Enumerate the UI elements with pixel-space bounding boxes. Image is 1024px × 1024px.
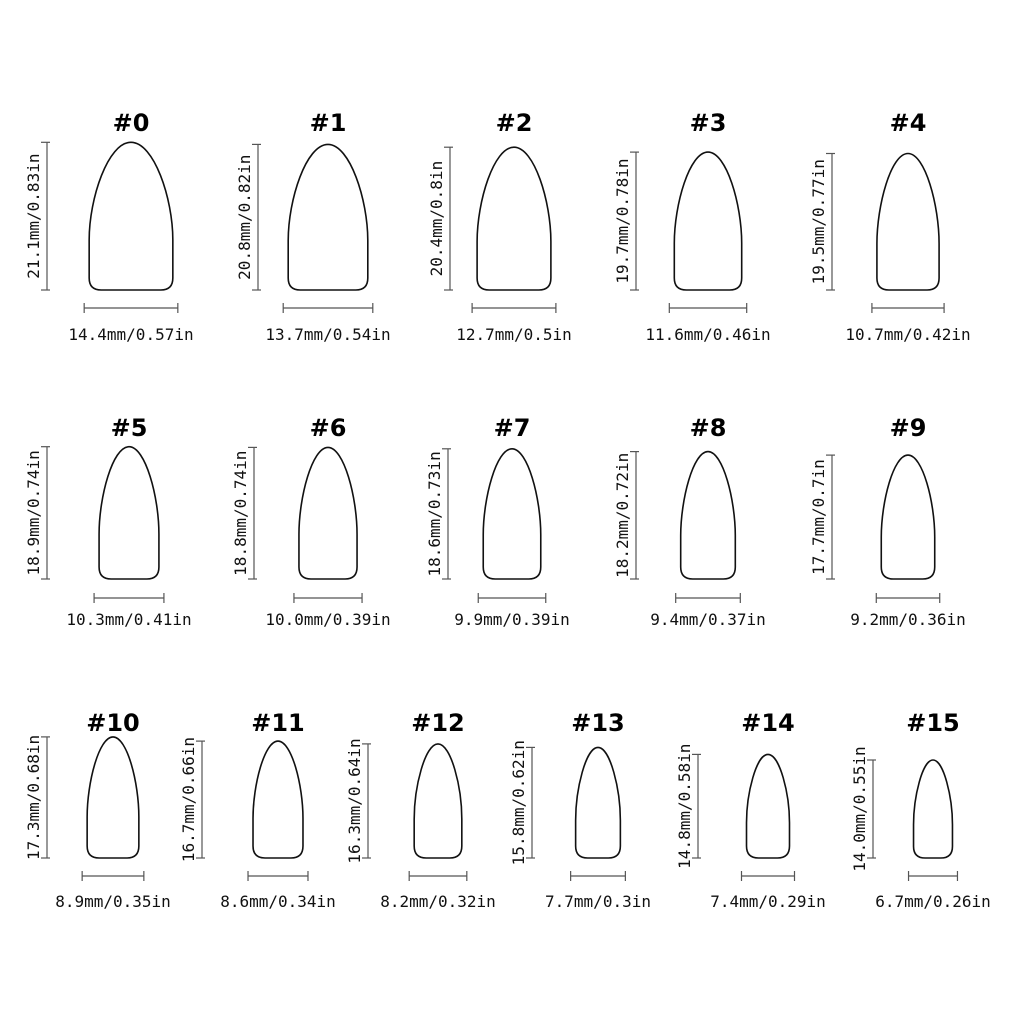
width-measurement: 10.0mm/0.39in (265, 610, 391, 629)
width-measurement: 11.6mm/0.46in (645, 325, 771, 344)
height-measurement: 14.8mm/0.58in (675, 743, 694, 869)
size-label: #8 (689, 414, 727, 442)
nail-outline (881, 455, 934, 579)
width-measurement: 7.4mm/0.29in (710, 892, 826, 911)
height-measurement: 17.7mm/0.7in (809, 459, 828, 575)
width-measurement: 12.7mm/0.5in (456, 325, 572, 344)
height-measurement: 18.9mm/0.74in (24, 450, 43, 576)
nail-size-0 (24, 109, 194, 344)
width-measurement: 8.2mm/0.32in (380, 892, 496, 911)
nail-size-2 (427, 109, 572, 344)
height-measurement: 18.2mm/0.72in (613, 452, 632, 578)
nail-size-5 (24, 414, 192, 629)
height-measurement: 20.8mm/0.82in (235, 154, 254, 280)
nail-size-1 (235, 109, 391, 344)
nail-outline (253, 741, 303, 858)
nail-outline (914, 760, 953, 858)
size-label: #1 (309, 109, 347, 137)
width-measurement: 9.2mm/0.36in (850, 610, 966, 629)
nail-outline (877, 154, 939, 291)
nail-size-13 (509, 709, 651, 911)
width-measurement: 14.4mm/0.57in (68, 325, 194, 344)
nail-size-4 (809, 109, 971, 344)
nail-size-7 (425, 414, 570, 629)
width-measurement: 8.6mm/0.34in (220, 892, 336, 911)
nail-size-10 (24, 709, 171, 911)
height-measurement: 14.0mm/0.55in (850, 746, 869, 872)
size-label: #2 (495, 109, 533, 137)
nail-size-14 (675, 709, 826, 911)
nail-outline (299, 447, 357, 579)
size-label: #11 (251, 709, 305, 737)
nail-size-9 (809, 414, 966, 629)
nail-outline (89, 142, 173, 290)
nail-size-8 (613, 414, 766, 629)
nail-outline (99, 447, 159, 579)
height-measurement: 16.7mm/0.66in (179, 736, 198, 863)
size-label: #9 (889, 414, 927, 442)
size-label: #13 (571, 709, 625, 737)
nail-outline (414, 744, 462, 858)
nail-outline (87, 737, 139, 858)
nail-outline (483, 449, 541, 579)
height-measurement: 18.8mm/0.74in (231, 450, 250, 576)
nail-size-3 (613, 109, 771, 344)
size-label: #10 (86, 709, 140, 737)
size-label: #0 (112, 109, 150, 137)
size-label: #4 (889, 109, 927, 137)
height-measurement: 21.1mm/0.83in (24, 153, 43, 279)
size-label: #7 (493, 414, 531, 442)
width-measurement: 10.3mm/0.41in (66, 610, 192, 629)
nail-size-11 (179, 709, 336, 911)
size-label: #14 (741, 709, 795, 737)
size-label: #12 (411, 709, 465, 737)
nail-size-6 (231, 414, 391, 629)
height-measurement: 16.3mm/0.64in (345, 738, 364, 864)
size-label: #6 (309, 414, 347, 442)
nail-outline (288, 144, 368, 290)
nail-outline (674, 152, 741, 290)
height-measurement: 18.6mm/0.73in (425, 451, 444, 577)
width-measurement: 13.7mm/0.54in (265, 325, 391, 344)
height-measurement: 17.3mm/0.68in (24, 734, 43, 861)
height-measurement: 19.5mm/0.77in (809, 159, 828, 285)
width-measurement: 7.7mm/0.3in (545, 892, 651, 911)
width-measurement: 9.4mm/0.37in (650, 610, 766, 629)
nail-outline (681, 452, 736, 579)
width-measurement: 9.9mm/0.39in (454, 610, 570, 629)
nail-outline (477, 147, 551, 290)
nail-size-15 (850, 709, 991, 911)
nail-outline (576, 747, 621, 858)
size-label: #15 (906, 709, 960, 737)
height-measurement: 19.7mm/0.78in (613, 158, 632, 284)
height-measurement: 15.8mm/0.62in (509, 740, 528, 866)
nail-outline (747, 754, 790, 858)
size-label: #5 (110, 414, 148, 442)
width-measurement: 6.7mm/0.26in (875, 892, 991, 911)
nail-size-12 (345, 709, 496, 911)
height-measurement: 20.4mm/0.8in (427, 160, 446, 277)
size-label: #3 (689, 109, 727, 137)
width-measurement: 8.9mm/0.35in (55, 892, 171, 911)
width-measurement: 10.7mm/0.42in (845, 325, 971, 344)
